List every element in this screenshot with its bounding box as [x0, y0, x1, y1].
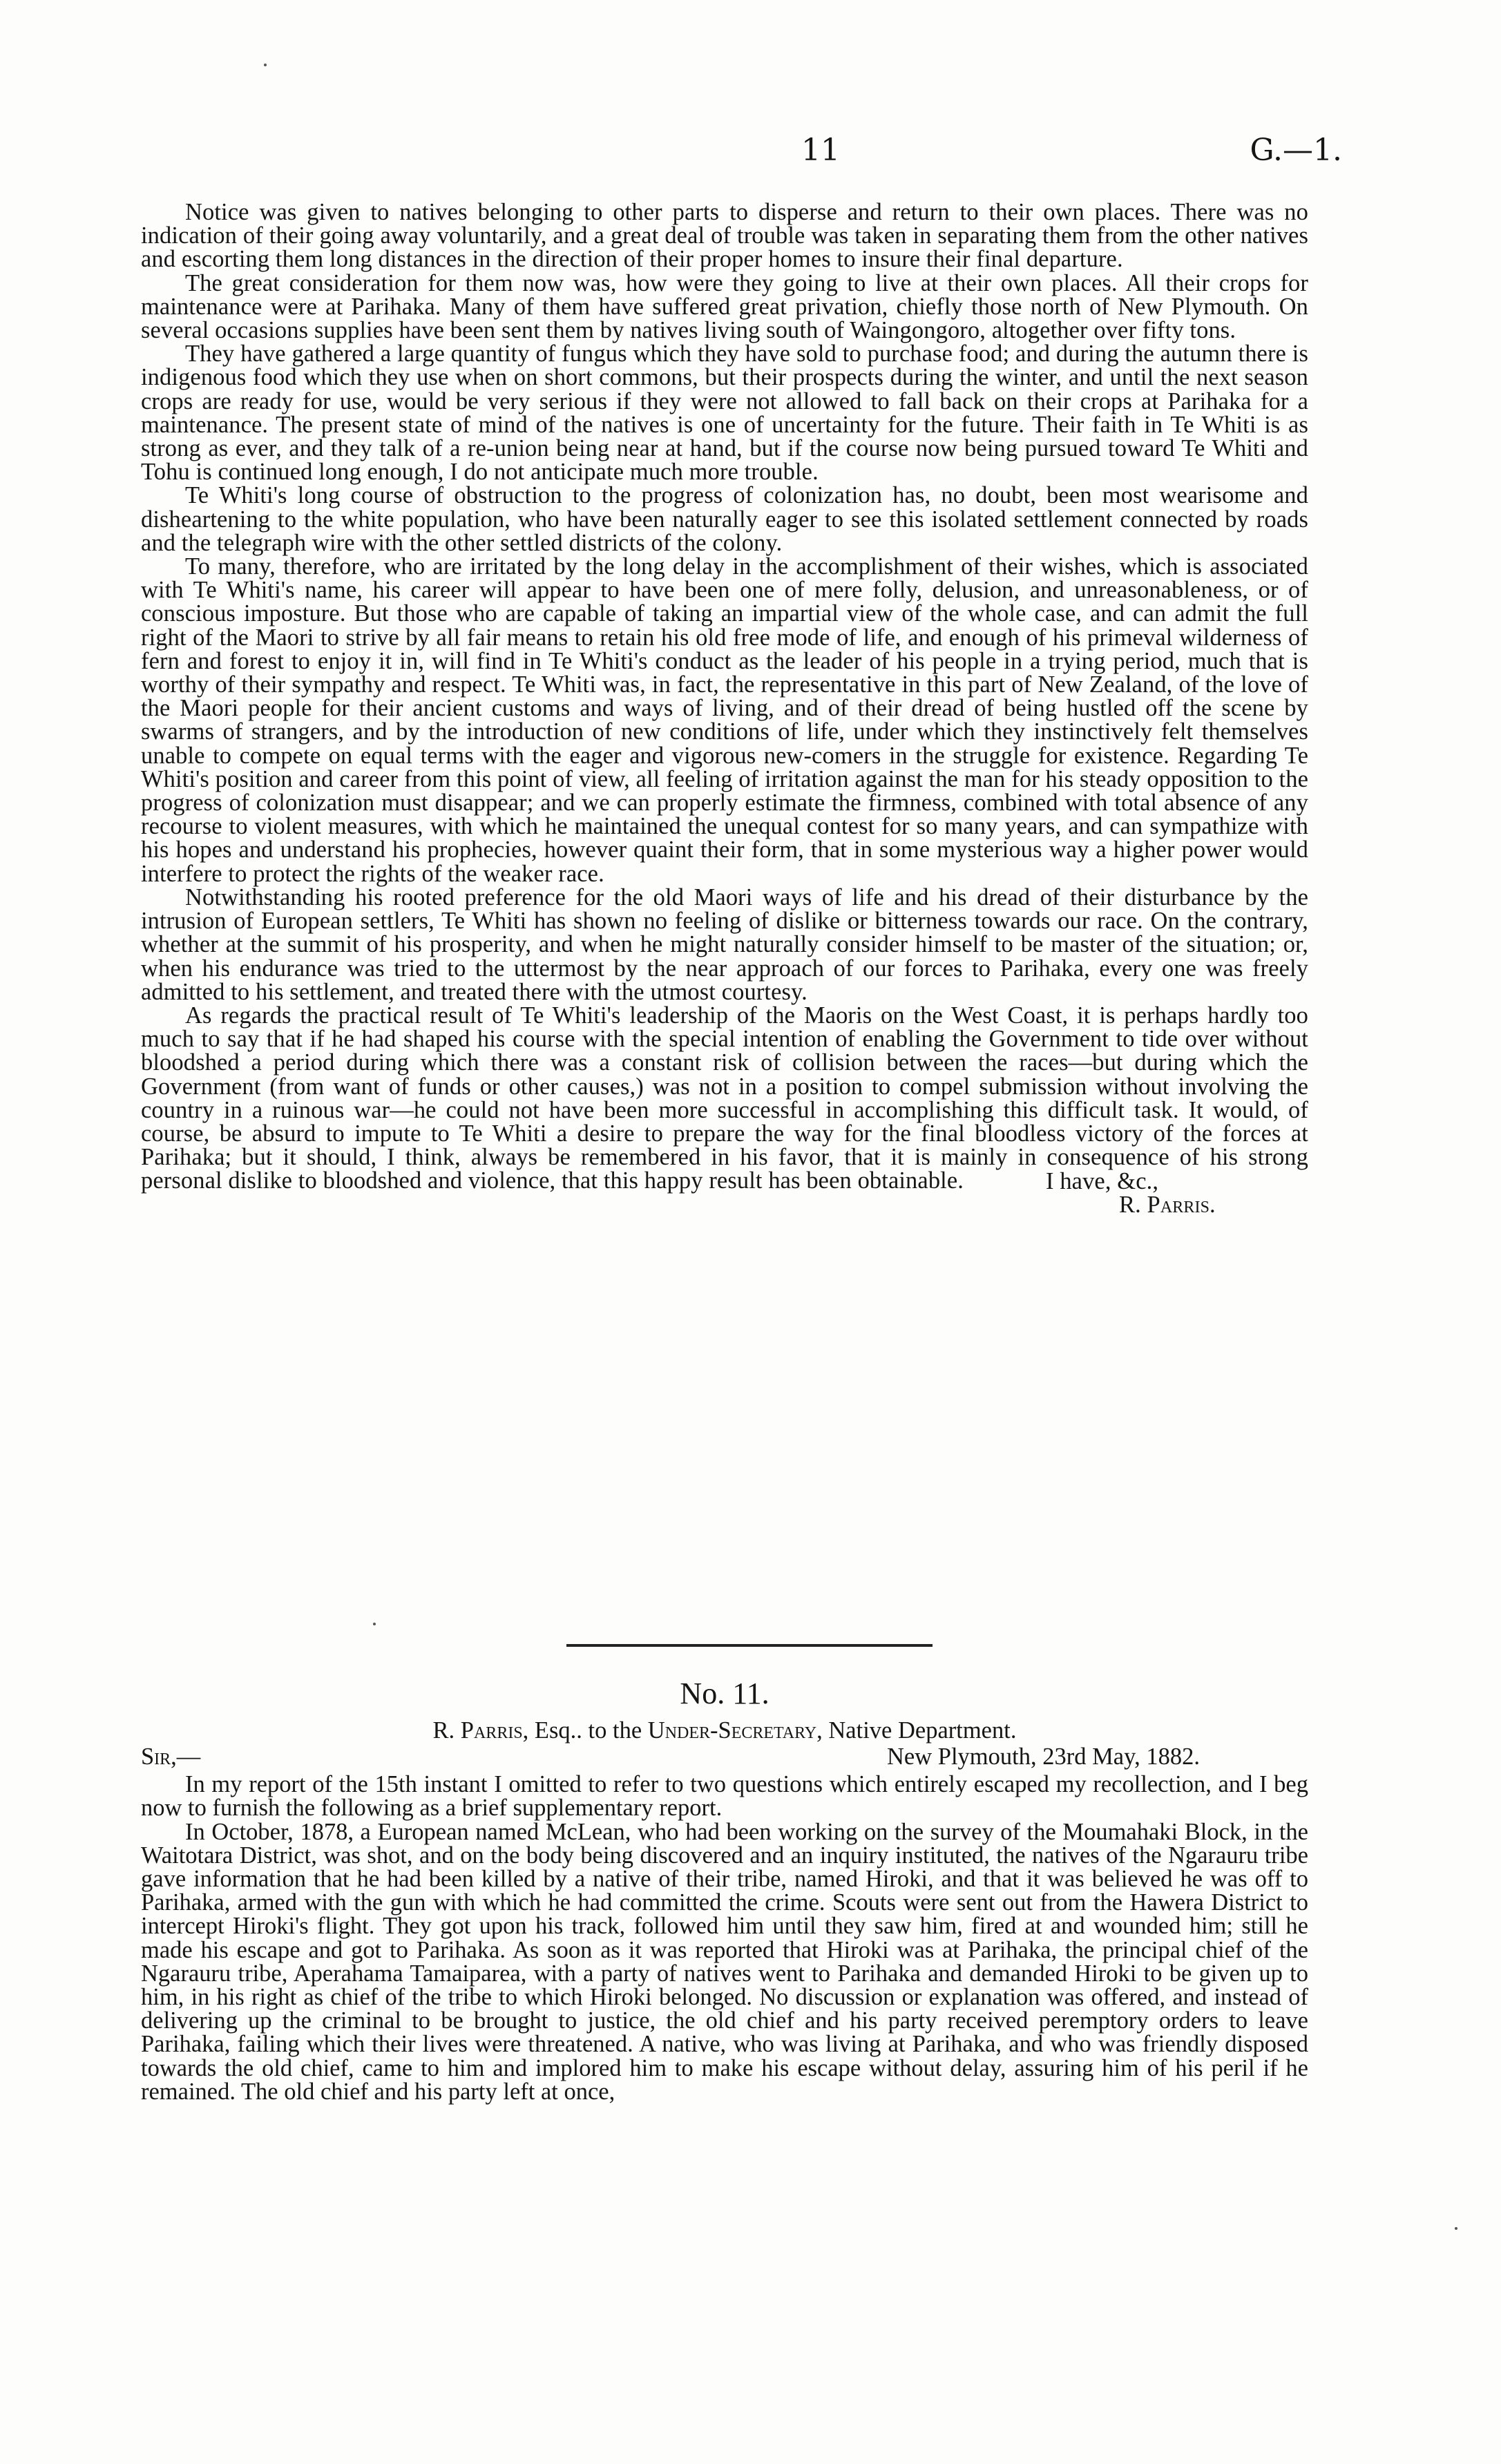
dateline: New Plymouth, 23rd May, 1882.	[887, 1744, 1200, 1770]
paragraph: As regards the practical result of Te Whiti's leadership of the Maoris on the West Coast, it is perhaps hardly too much to say that if he had shaped his course with the special intention of enabling the Government to tide over without bloodshed a period during which there was a constant risk of collision between the races—but during which the Government (from want of funds or other causes,) was not in a position to compel submission without involving the country in a ruinous war—he could not have been more successful in accomplishing this difficult task. It would, of course, be absurd to impute to Te Whiti a desire to prepare the way for the final bloodless victory of the forces at Parihaka; but it should, I think, always be remembered in his favor, that it is mainly in consequence of his strong personal dislike to bloodshed and violence, that this happy result has been obtainable.	[141, 1002, 1308, 1194]
paragraph: Te Whiti's long course of obstruction to the progress of colonization has, no doubt, been most wearisome and disheartening to the white population, who have been naturally eager to see this isolated settlement connected by roads and the telegraph wire with the other settled districts of the colony.	[141, 482, 1308, 556]
page-number: 11	[801, 133, 840, 168]
document-code: G.—1.	[1250, 133, 1342, 168]
paragraph: To many, therefore, who are irritated by the long delay in the accomplishment of their wishes, which is associated with Te Whiti's name, his career will appear to have been one of mere folly, delusion, and unreasonableness, or of conscious imposture. But those who are capable of taking an impartial view of the whole case, and can admit the full right of the Maori to strive by all fair means to retain his old free mode of life, and enough of his primeval wilderness of fern and forest to enjoy it in, will find in Te Whiti's conduct as the leader of his people in a trying period, much that is worthy of their sympathy and respect. Te Whiti was, in fact, the representative in this part of New Zealand, of the love of the Maori people for their ancient customs and ways of living, and of their dread of being hustled off the scene by swarms of strangers, and by the introduction of new conditions of life, under which they instinctively felt themselves unable to compete on equal terms with the eager and vigorous new-comers in the struggle for existence. Regarding Te Whiti's position and career from this point of view, all feeling of irritation against the man for his steady opposition to the progress of colonization must disappear; and we can properly estimate the firmness, combined with total absence of any recourse to violent measures, with which he maintained the unequal contest for so many years, and can sympathize with his hopes and understand his prophecies, however quaint their form, that in some mysterious way a higher power would interfere to protect the rights of the weaker race.	[141, 553, 1308, 887]
recipient-suffix: , Native Department.	[816, 1717, 1017, 1744]
letter-body	[141, 1773, 1308, 2103]
paper-speck	[264, 64, 267, 66]
paragraph: They have gathered a large quantity of fungus which they have sold to purchase food; and during the autumn there is indigenous food which they use when on short commons, but their prospects during the winter, and until the next season crops are ready for use, would be very serious if they were not allowed to fall back on their crops at Parihaka for a maintenance. The present state of mind of the natives is one of uncertainty for the future. Their faith in Te Whiti is as strong as ever, and they talk of a re-union being near at hand, but if the course now being pursued toward Te Whiti and Tohu is continued long enough, I do not anticipate much more trouble.	[141, 341, 1308, 486]
section-divider	[566, 1644, 933, 1647]
sender-name: R. Parris	[432, 1717, 523, 1744]
letter-heading	[141, 1719, 1308, 1742]
paper-speck	[373, 1623, 376, 1625]
closing-phrase: I have, &c.,	[1046, 1167, 1159, 1194]
salutation-row	[141, 1745, 1308, 1773]
paragraph: In October, 1878, a European named McLean, who had been working on the survey of the Moumahaki Block, in the Waitotara District, was shot, and on the body being discovered and an inquiry instituted, the natives of the Ngarauru tribe gave information that he had been killed by a native of their tribe, named Hiroki, and that it was believed he was off to Parihaka, armed with the gun with which he had committed the crime. Scouts were sent out from the Hawera District to intercept Hiroki's flight. They got upon his track, followed him until they saw him, fired at and wounded him; still he made his escape and got to Parihaka. As soon as it was reported that Hiroki was at Parihaka, the principal chief of the Ngarauru tribe, Aperahama Tamaiparea, with a party of natives went to Parihaka and demanded Hiroki to be given up to him, in his right as chief of the tribe to which Hiroki belonged. No discussion or explanation was offered, and instead of delivering up the criminal to be brought to justice, the old chief and his party received peremptory orders to leave Parihaka, failing which their lives were threatened. A native, who was living at Parihaka, and who was friendly disposed towards the old chief, came to him and implored him to make his escape without delay, assuring him of his peril if he remained. The old chief and his party left at once,	[141, 1818, 1308, 2105]
paragraph: Notwithstanding his rooted preference for the old Maori ways of life and his dread of their disturbance by the intrusion of European settlers, Te Whiti has shown no feeling of dislike or bitterness towards our race. On the contrary, whether at the summit of his prosperity, and when he might naturally consider himself to be master of the situation; or, when his endurance was tried to the uttermost by the near approach of our forces to Parihaka, every one was freely admitted to his settlement, and treated there with the utmost courtesy.	[141, 884, 1308, 1005]
report-body	[141, 200, 1308, 1241]
paragraph: Notice was given to natives belonging to other parts to disperse and return to their own places. There was no indication of their going away voluntarily, and a great deal of trouble was taken in separating them from the other natives and escorting them long distances in the direction of their proper homes to insure their final departure.	[141, 199, 1308, 273]
recipient-name: Under-Secretary	[647, 1717, 817, 1744]
signature-block	[141, 1167, 1308, 1241]
salutation: Sir,—	[141, 1744, 201, 1770]
paragraph: In my report of the 15th instant I omitted to refer to two questions which entirely escaped my recollection, and I beg now to furnish the following as a brief supplementary report.	[141, 1771, 1308, 1822]
paragraph: The great consideration for them now was, how were they going to live at their own places. All their crops for maintenance were at Parihaka. Many of them have suffered great privation, chiefly those north of New Plymouth. On several occasions supplies have been sent them by natives living south of Waingongoro, altogether over fifty tons.	[141, 269, 1308, 344]
page-header	[138, 133, 1342, 174]
section-title: No. 11.	[680, 1677, 769, 1710]
paper-speck	[1455, 2227, 1457, 2230]
letter-no-11	[141, 1673, 1308, 2103]
sender-suffix: , Esq.. to the	[522, 1717, 648, 1744]
signature: R. Parris.	[1119, 1191, 1216, 1218]
